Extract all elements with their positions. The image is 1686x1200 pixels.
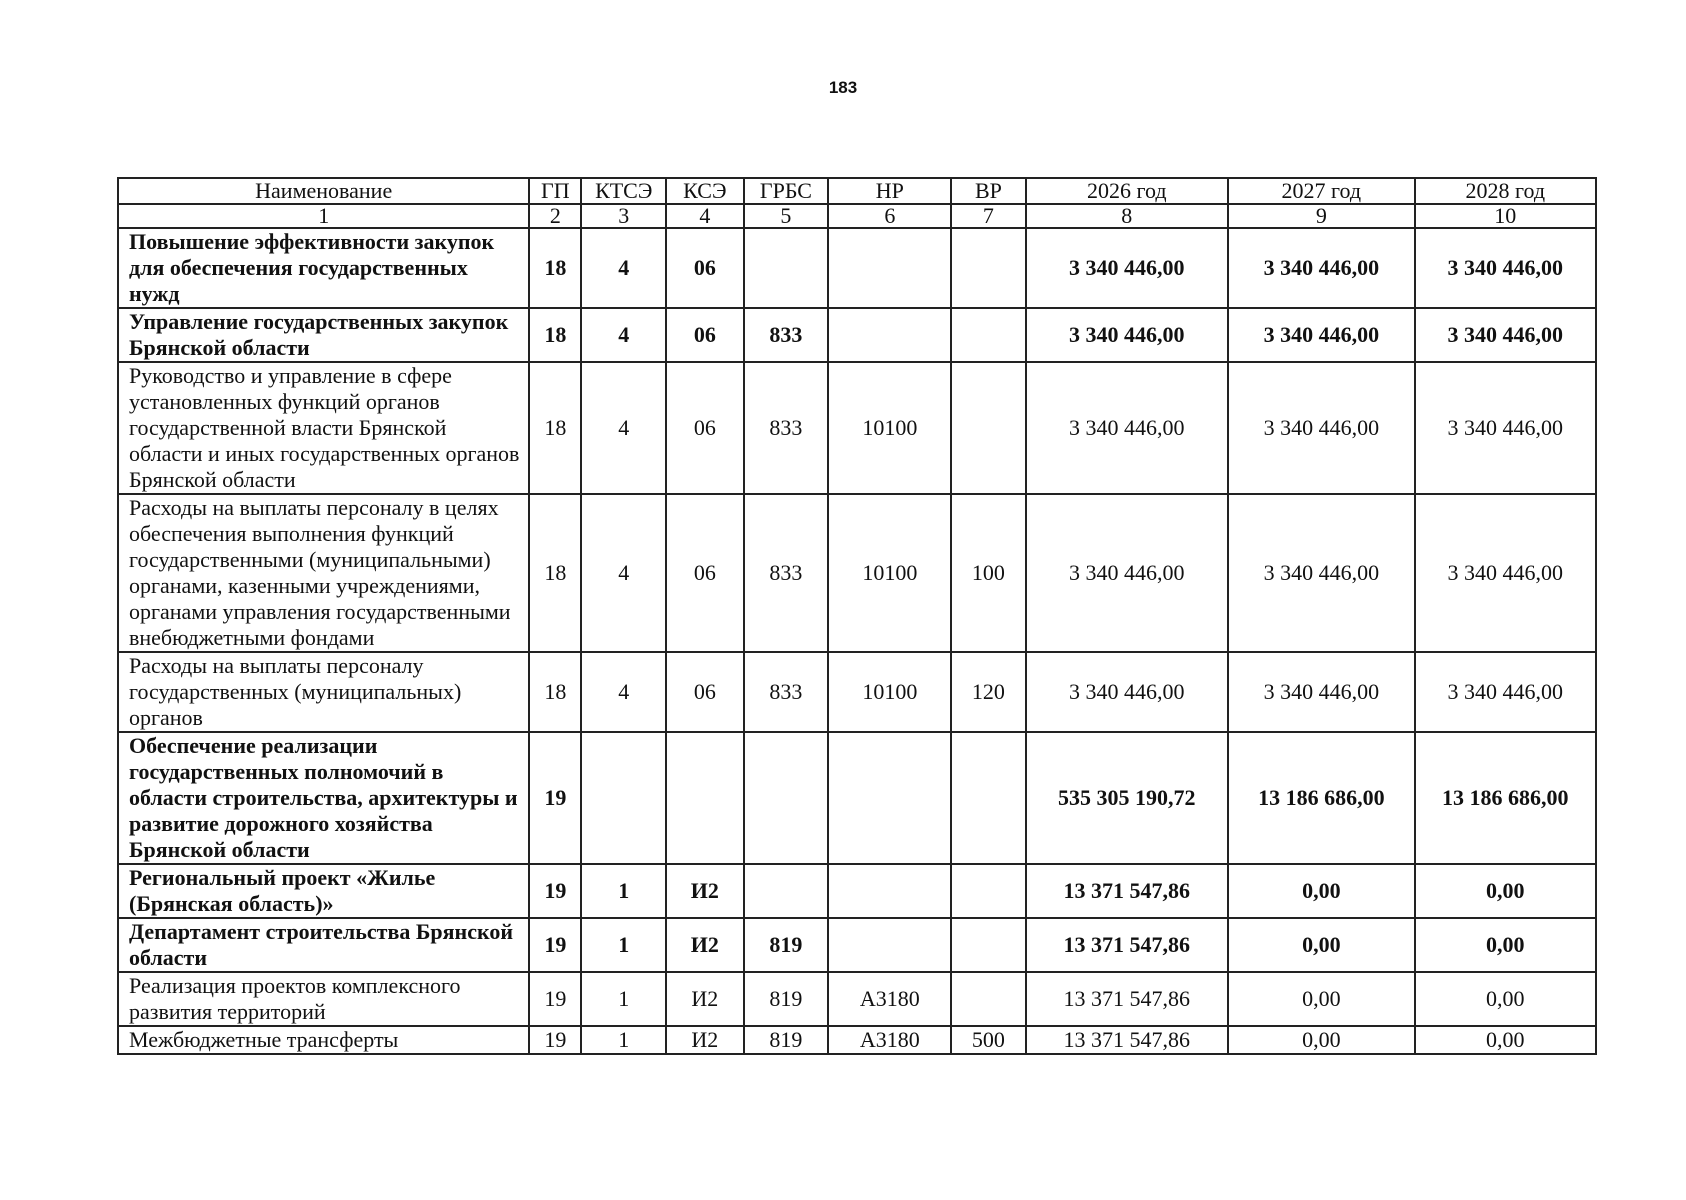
- row-2028: 0,00: [1415, 1026, 1596, 1054]
- row-kse: 06: [666, 362, 743, 494]
- row-2026: 3 340 446,00: [1026, 494, 1229, 652]
- row-gp: 18: [529, 494, 581, 652]
- row-kse: 06: [666, 494, 743, 652]
- row-grbs: 833: [744, 494, 829, 652]
- table-row: [118, 308, 1596, 362]
- column-number: 5: [744, 204, 829, 228]
- column-number: 9: [1228, 204, 1415, 228]
- row-vr: 500: [951, 1026, 1025, 1054]
- row-ktse: 4: [581, 308, 666, 362]
- row-2028: 3 340 446,00: [1415, 652, 1596, 732]
- row-2026: 13 371 547,86: [1026, 1026, 1229, 1054]
- column-number: 10: [1415, 204, 1596, 228]
- row-vr: [951, 228, 1025, 308]
- row-2028: 3 340 446,00: [1415, 308, 1596, 362]
- row-vr: [951, 308, 1025, 362]
- row-ktse: 4: [581, 362, 666, 494]
- row-2026: 3 340 446,00: [1026, 652, 1229, 732]
- column-number: 6: [828, 204, 951, 228]
- row-nr: [828, 918, 951, 972]
- row-vr: [951, 362, 1025, 494]
- row-nr: [828, 864, 951, 918]
- row-grbs: 819: [744, 1026, 829, 1054]
- row-ktse: 1: [581, 918, 666, 972]
- row-name: Обеспечение реализации государственных полномочий в области строительства, архитектуры и развитие дорожного хозяйства Брянской области: [118, 732, 529, 864]
- row-kse: И2: [666, 1026, 743, 1054]
- table-row: [118, 494, 1596, 652]
- row-2027: 0,00: [1228, 918, 1415, 972]
- row-kse: 06: [666, 308, 743, 362]
- row-nr: А3180: [828, 1026, 951, 1054]
- row-grbs: 819: [744, 972, 829, 1026]
- row-gp: 19: [529, 918, 581, 972]
- table-row: [118, 732, 1596, 864]
- row-nr: А3180: [828, 972, 951, 1026]
- row-kse: И2: [666, 864, 743, 918]
- row-ktse: [581, 732, 666, 864]
- row-gp: 19: [529, 972, 581, 1026]
- row-gp: 19: [529, 1026, 581, 1054]
- column-number: 1: [118, 204, 529, 228]
- row-name: Управление государственных закупок Брянской области: [118, 308, 529, 362]
- row-2026: 535 305 190,72: [1026, 732, 1229, 864]
- row-kse: И2: [666, 972, 743, 1026]
- row-2027: 3 340 446,00: [1228, 652, 1415, 732]
- header-row: [118, 178, 1596, 204]
- table-row: [118, 864, 1596, 918]
- row-2028: 0,00: [1415, 864, 1596, 918]
- row-2027: 13 186 686,00: [1228, 732, 1415, 864]
- row-ktse: 4: [581, 494, 666, 652]
- row-2026: 3 340 446,00: [1026, 228, 1229, 308]
- row-vr: [951, 972, 1025, 1026]
- row-2027: 0,00: [1228, 1026, 1415, 1054]
- row-name: Межбюджетные трансферты: [118, 1026, 529, 1054]
- table-row: [118, 228, 1596, 308]
- header-gp: ГП: [529, 178, 581, 204]
- row-2027: 0,00: [1228, 864, 1415, 918]
- column-number: 3: [581, 204, 666, 228]
- row-grbs: 819: [744, 918, 829, 972]
- row-gp: 19: [529, 732, 581, 864]
- row-ktse: 1: [581, 972, 666, 1026]
- row-gp: 18: [529, 228, 581, 308]
- row-name: Руководство и управление в сфере установленных функций органов государственной власти Брянской области и иных государственных органов Брянской области: [118, 362, 529, 494]
- header-grbs: ГРБС: [744, 178, 829, 204]
- row-gp: 19: [529, 864, 581, 918]
- table-row: [118, 972, 1596, 1026]
- row-ktse: 4: [581, 652, 666, 732]
- row-nr: [828, 732, 951, 864]
- row-2028: 0,00: [1415, 972, 1596, 1026]
- row-2026: 13 371 547,86: [1026, 918, 1229, 972]
- row-2028: 3 340 446,00: [1415, 228, 1596, 308]
- column-number-row: [118, 204, 1596, 228]
- row-kse: 06: [666, 652, 743, 732]
- row-vr: 120: [951, 652, 1025, 732]
- row-2027: 3 340 446,00: [1228, 494, 1415, 652]
- row-gp: 18: [529, 652, 581, 732]
- header-ktse: КТСЭ: [581, 178, 666, 204]
- row-grbs: 833: [744, 362, 829, 494]
- row-2028: 0,00: [1415, 918, 1596, 972]
- budget-table: [117, 177, 1597, 1055]
- column-number: 7: [951, 204, 1025, 228]
- row-grbs: 833: [744, 652, 829, 732]
- row-vr: [951, 732, 1025, 864]
- row-2027: 0,00: [1228, 972, 1415, 1026]
- row-name: Региональный проект «Жилье (Брянская область)»: [118, 864, 529, 918]
- row-name: Реализация проектов комплексного развития территорий: [118, 972, 529, 1026]
- row-gp: 18: [529, 308, 581, 362]
- row-name: Расходы на выплаты персоналу в целях обеспечения выполнения функций государственными (муниципальными) органами, казенными учреждениями, органами управления государственными внебюджетными фондами: [118, 494, 529, 652]
- row-2026: 13 371 547,86: [1026, 972, 1229, 1026]
- row-kse: И2: [666, 918, 743, 972]
- row-nr: 10100: [828, 362, 951, 494]
- header-2027: 2027 год: [1228, 178, 1415, 204]
- column-number: 2: [529, 204, 581, 228]
- row-name: Расходы на выплаты персоналу государственных (муниципальных) органов: [118, 652, 529, 732]
- row-2026: 3 340 446,00: [1026, 362, 1229, 494]
- row-ktse: 1: [581, 1026, 666, 1054]
- row-vr: [951, 918, 1025, 972]
- row-nr: [828, 308, 951, 362]
- table-body: [118, 228, 1596, 1054]
- row-2027: 3 340 446,00: [1228, 228, 1415, 308]
- table-row: [118, 918, 1596, 972]
- row-2027: 3 340 446,00: [1228, 308, 1415, 362]
- column-number: 4: [666, 204, 743, 228]
- row-nr: [828, 228, 951, 308]
- row-grbs: [744, 228, 829, 308]
- row-grbs: [744, 864, 829, 918]
- header-kse: КСЭ: [666, 178, 743, 204]
- column-number: 8: [1026, 204, 1229, 228]
- row-gp: 18: [529, 362, 581, 494]
- row-2028: 3 340 446,00: [1415, 494, 1596, 652]
- row-vr: 100: [951, 494, 1025, 652]
- row-vr: [951, 864, 1025, 918]
- row-2026: 3 340 446,00: [1026, 308, 1229, 362]
- header-2026: 2026 год: [1026, 178, 1229, 204]
- row-nr: 10100: [828, 652, 951, 732]
- row-2027: 3 340 446,00: [1228, 362, 1415, 494]
- row-kse: 06: [666, 228, 743, 308]
- table-row: [118, 362, 1596, 494]
- row-name: Повышение эффективности закупок для обеспечения государственных нужд: [118, 228, 529, 308]
- row-name: Департамент строительства Брянской области: [118, 918, 529, 972]
- header-vr: ВР: [951, 178, 1025, 204]
- row-2028: 3 340 446,00: [1415, 362, 1596, 494]
- table-row: [118, 1026, 1596, 1054]
- header-name: Наименование: [118, 178, 529, 204]
- row-kse: [666, 732, 743, 864]
- header-2028: 2028 год: [1415, 178, 1596, 204]
- row-2026: 13 371 547,86: [1026, 864, 1229, 918]
- row-grbs: 833: [744, 308, 829, 362]
- header-nr: НР: [828, 178, 951, 204]
- row-ktse: 1: [581, 864, 666, 918]
- row-2028: 13 186 686,00: [1415, 732, 1596, 864]
- row-ktse: 4: [581, 228, 666, 308]
- row-grbs: [744, 732, 829, 864]
- table-row: [118, 652, 1596, 732]
- row-nr: 10100: [828, 494, 951, 652]
- page-number: 183: [828, 78, 858, 97]
